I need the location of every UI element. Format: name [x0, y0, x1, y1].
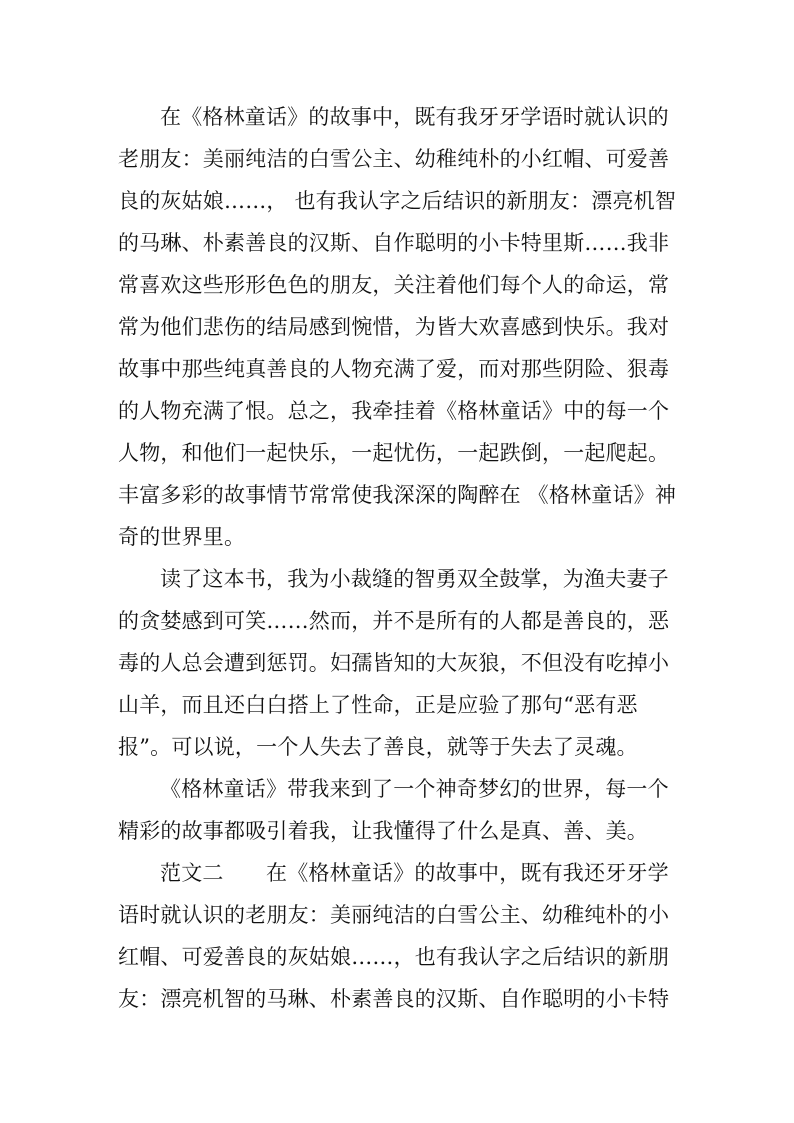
- text-line: 在《格林童话》的故事中，既有我牙牙学语时就认识的: [160, 105, 669, 129]
- text-line: 的马琳、朴素善良的汉斯、自作聪明的小卡特里斯……我非: [118, 231, 670, 255]
- text-line: 人物，和他们一起快乐，一起忧伤，一起跌倒，一起爬起。: [118, 441, 670, 465]
- text-line: 故事中那些纯真善良的人物充满了爱，而对那些阴险、狠毒: [118, 357, 670, 381]
- text-line: 范文二 在《格林童话》的故事中，既有我还牙牙学: [160, 861, 669, 885]
- text-line: 老朋友：美丽纯洁的白雪公主、幼稚纯朴的小红帽、可爱善: [118, 147, 670, 171]
- text-line: 《格林童话》带我来到了一个神奇梦幻的世界，每一个: [160, 777, 669, 801]
- text-line: 的贪婪感到可笑……然而，并不是所有的人都是善良的，恶: [118, 609, 670, 633]
- text-line: 奇的世界里。: [118, 525, 246, 549]
- text-line: 红帽、可爱善良的灰姑娘……，也有我认字之后结识的新朋: [118, 945, 670, 969]
- text-line: 常为他们悲伤的结局感到惋惜，为皆大欢喜感到快乐。我对: [118, 315, 670, 339]
- text-line: 语时就认识的老朋友：美丽纯洁的白雪公主、幼稚纯朴的小: [118, 903, 670, 927]
- text-line: 毒的人总会遭到惩罚。妇孺皆知的大灰狼，不但没有吃掉小: [118, 651, 670, 675]
- text-line: 良的灰姑娘……， 也有我认字之后结识的新朋友：漂亮机智: [118, 189, 677, 213]
- text-line: 精彩的故事都吸引着我，让我懂得了什么是真、善、美。: [118, 819, 648, 843]
- text-line: 报”。可以说，一个人失去了善良，就等于失去了灵魂。: [118, 735, 638, 759]
- text-line: 山羊，而且还白白搭上了性命，正是应验了那句“恶有恶: [118, 693, 638, 717]
- text-line: 丰富多彩的故事情节常常使我深深的陶醉在 《格林童话》神: [118, 483, 677, 507]
- text-line: 读了这本书，我为小裁缝的智勇双全鼓掌，为渔夫妻子: [160, 567, 669, 591]
- text-line: 友：漂亮机智的马琳、朴素善良的汉斯、自作聪明的小卡特: [118, 987, 670, 1011]
- text-line: 常喜欢这些形形色色的朋友，关注着他们每个人的命运，常: [118, 273, 670, 297]
- text-line: 的人物充满了恨。总之，我牵挂着《格林童话》中的每一个: [118, 399, 670, 423]
